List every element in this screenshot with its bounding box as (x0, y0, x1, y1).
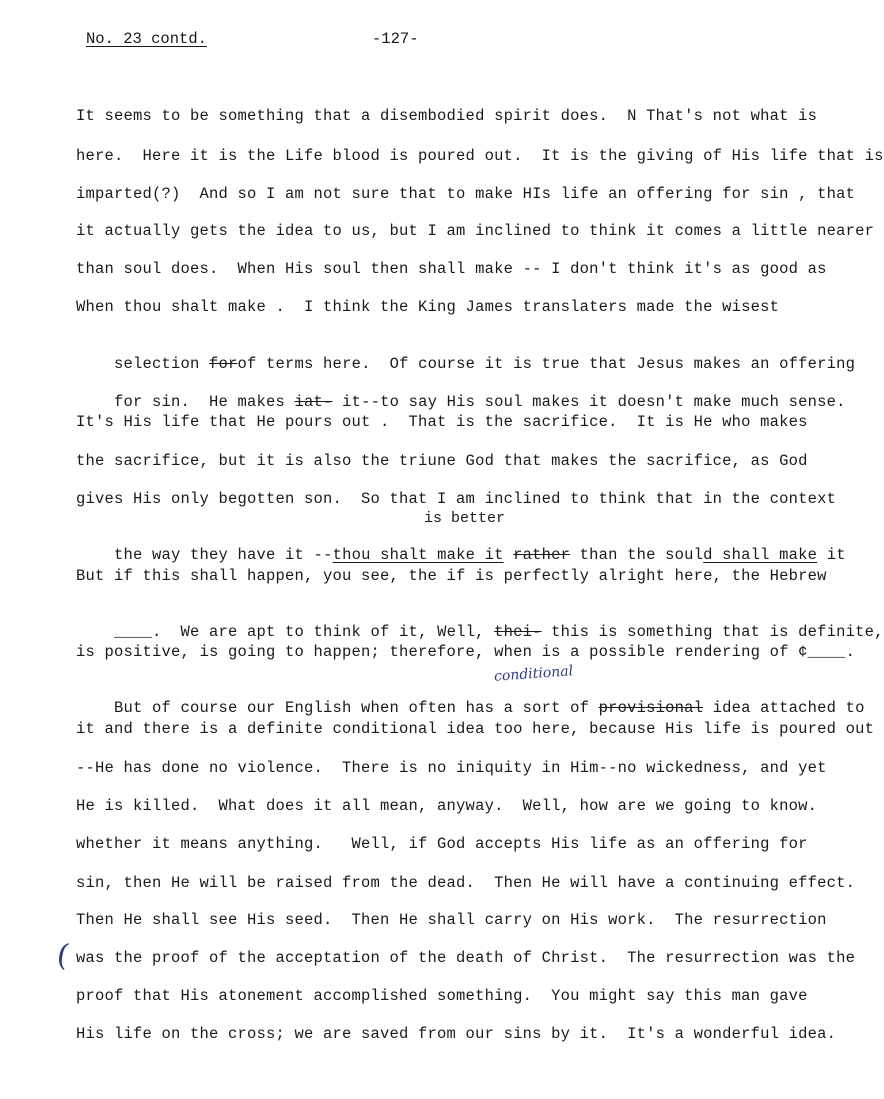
section-heading: No. 23 contd. (86, 30, 207, 48)
text-segment: for sin. He makes (114, 393, 295, 411)
text-line: It's His life that He pours out . That is the sacrifice. It is He who makes (76, 413, 808, 431)
underlined-text: thou shalt make it (332, 546, 504, 564)
text-line: His life on the cross; we are saved from our sins by it. It's a wonderful idea. (76, 1025, 837, 1043)
text-segment: of terms here. Of course it is true that Jesus makes an offering (237, 355, 856, 373)
text-segment (504, 546, 514, 564)
struck-text: for (209, 355, 238, 373)
margin-mark: ( (54, 937, 72, 974)
text-segment: the way they have it -- (114, 546, 333, 564)
text-line: gives His only begotten son. So that I am inclined to think that in the context (76, 490, 837, 508)
page-number: -127- (372, 30, 419, 48)
text-line: whether it means anything. Well, if God accepts His life as an offering for (76, 835, 808, 853)
handwritten-annotation: conditional (493, 663, 574, 685)
text-segment: than the soul (570, 546, 704, 564)
text-line: it and there is a definite conditional idea too here, because His life is poured out (76, 720, 875, 738)
struck-text: provisional (598, 699, 704, 717)
text-line: --He has done no violence. There is no iniquity in Him--no wickedness, and yet (76, 759, 827, 777)
struck-text: iat- (294, 393, 333, 411)
text-line: When thou shalt make . I think the King James translaters made the wisest (76, 298, 780, 316)
text-line: sin, then He will be raised from the dead. Then He will have a continuing effect. (76, 874, 856, 892)
text-line: it actually gets the idea to us, but I am inclined to think it comes a little nearer (76, 222, 875, 240)
struck-text: thei- (494, 623, 542, 641)
text-line: But if this shall happen, you see, the if is perfectly alright here, the Hebrew (76, 567, 827, 585)
text-segment: ____. We are apt to think of it, Well, (114, 623, 495, 641)
text-segment: this is something that is definite, (541, 623, 884, 641)
text-segment: But of course our English when often has a sort of (114, 699, 599, 717)
text-line: Then He shall see His seed. Then He shall carry on His work. The resurrection (76, 911, 827, 929)
text-line: was the proof of the acceptation of the death of Christ. The resurrection was the (76, 949, 856, 967)
text-line: It seems to be something that a disembodied spirit does. N That's not what is (76, 107, 818, 125)
text-line: here. Here it is the Life blood is poured out. It is the giving of His life that is (76, 147, 884, 165)
text-line: the sacrifice, but it is also the triune God that makes the sacrifice, as God (76, 452, 808, 470)
struck-text: rather (513, 546, 571, 564)
underlined-text: d shall make (703, 546, 818, 564)
inserted-text: is better (424, 510, 506, 527)
text-line: than soul does. When His soul then shall make -- I don't think it's as good as (76, 260, 827, 278)
text-line: proof that His atonement accomplished something. You might say this man gave (76, 987, 808, 1005)
text-line: imparted(?) And so I am not sure that to make HIs life an offering for sin , that (76, 185, 856, 203)
text-segment: selection (114, 355, 210, 373)
text-line: is positive, is going to happen; therefore, when is a possible rendering of ¢____. (76, 643, 856, 661)
text-segment: it--to say His soul makes it doesn't make much sense. (332, 393, 846, 411)
text-line: He is killed. What does it all mean, anyway. Well, how are we going to know. (76, 797, 818, 815)
text-segment: it (817, 546, 846, 564)
text-segment: idea attached to (703, 699, 865, 717)
